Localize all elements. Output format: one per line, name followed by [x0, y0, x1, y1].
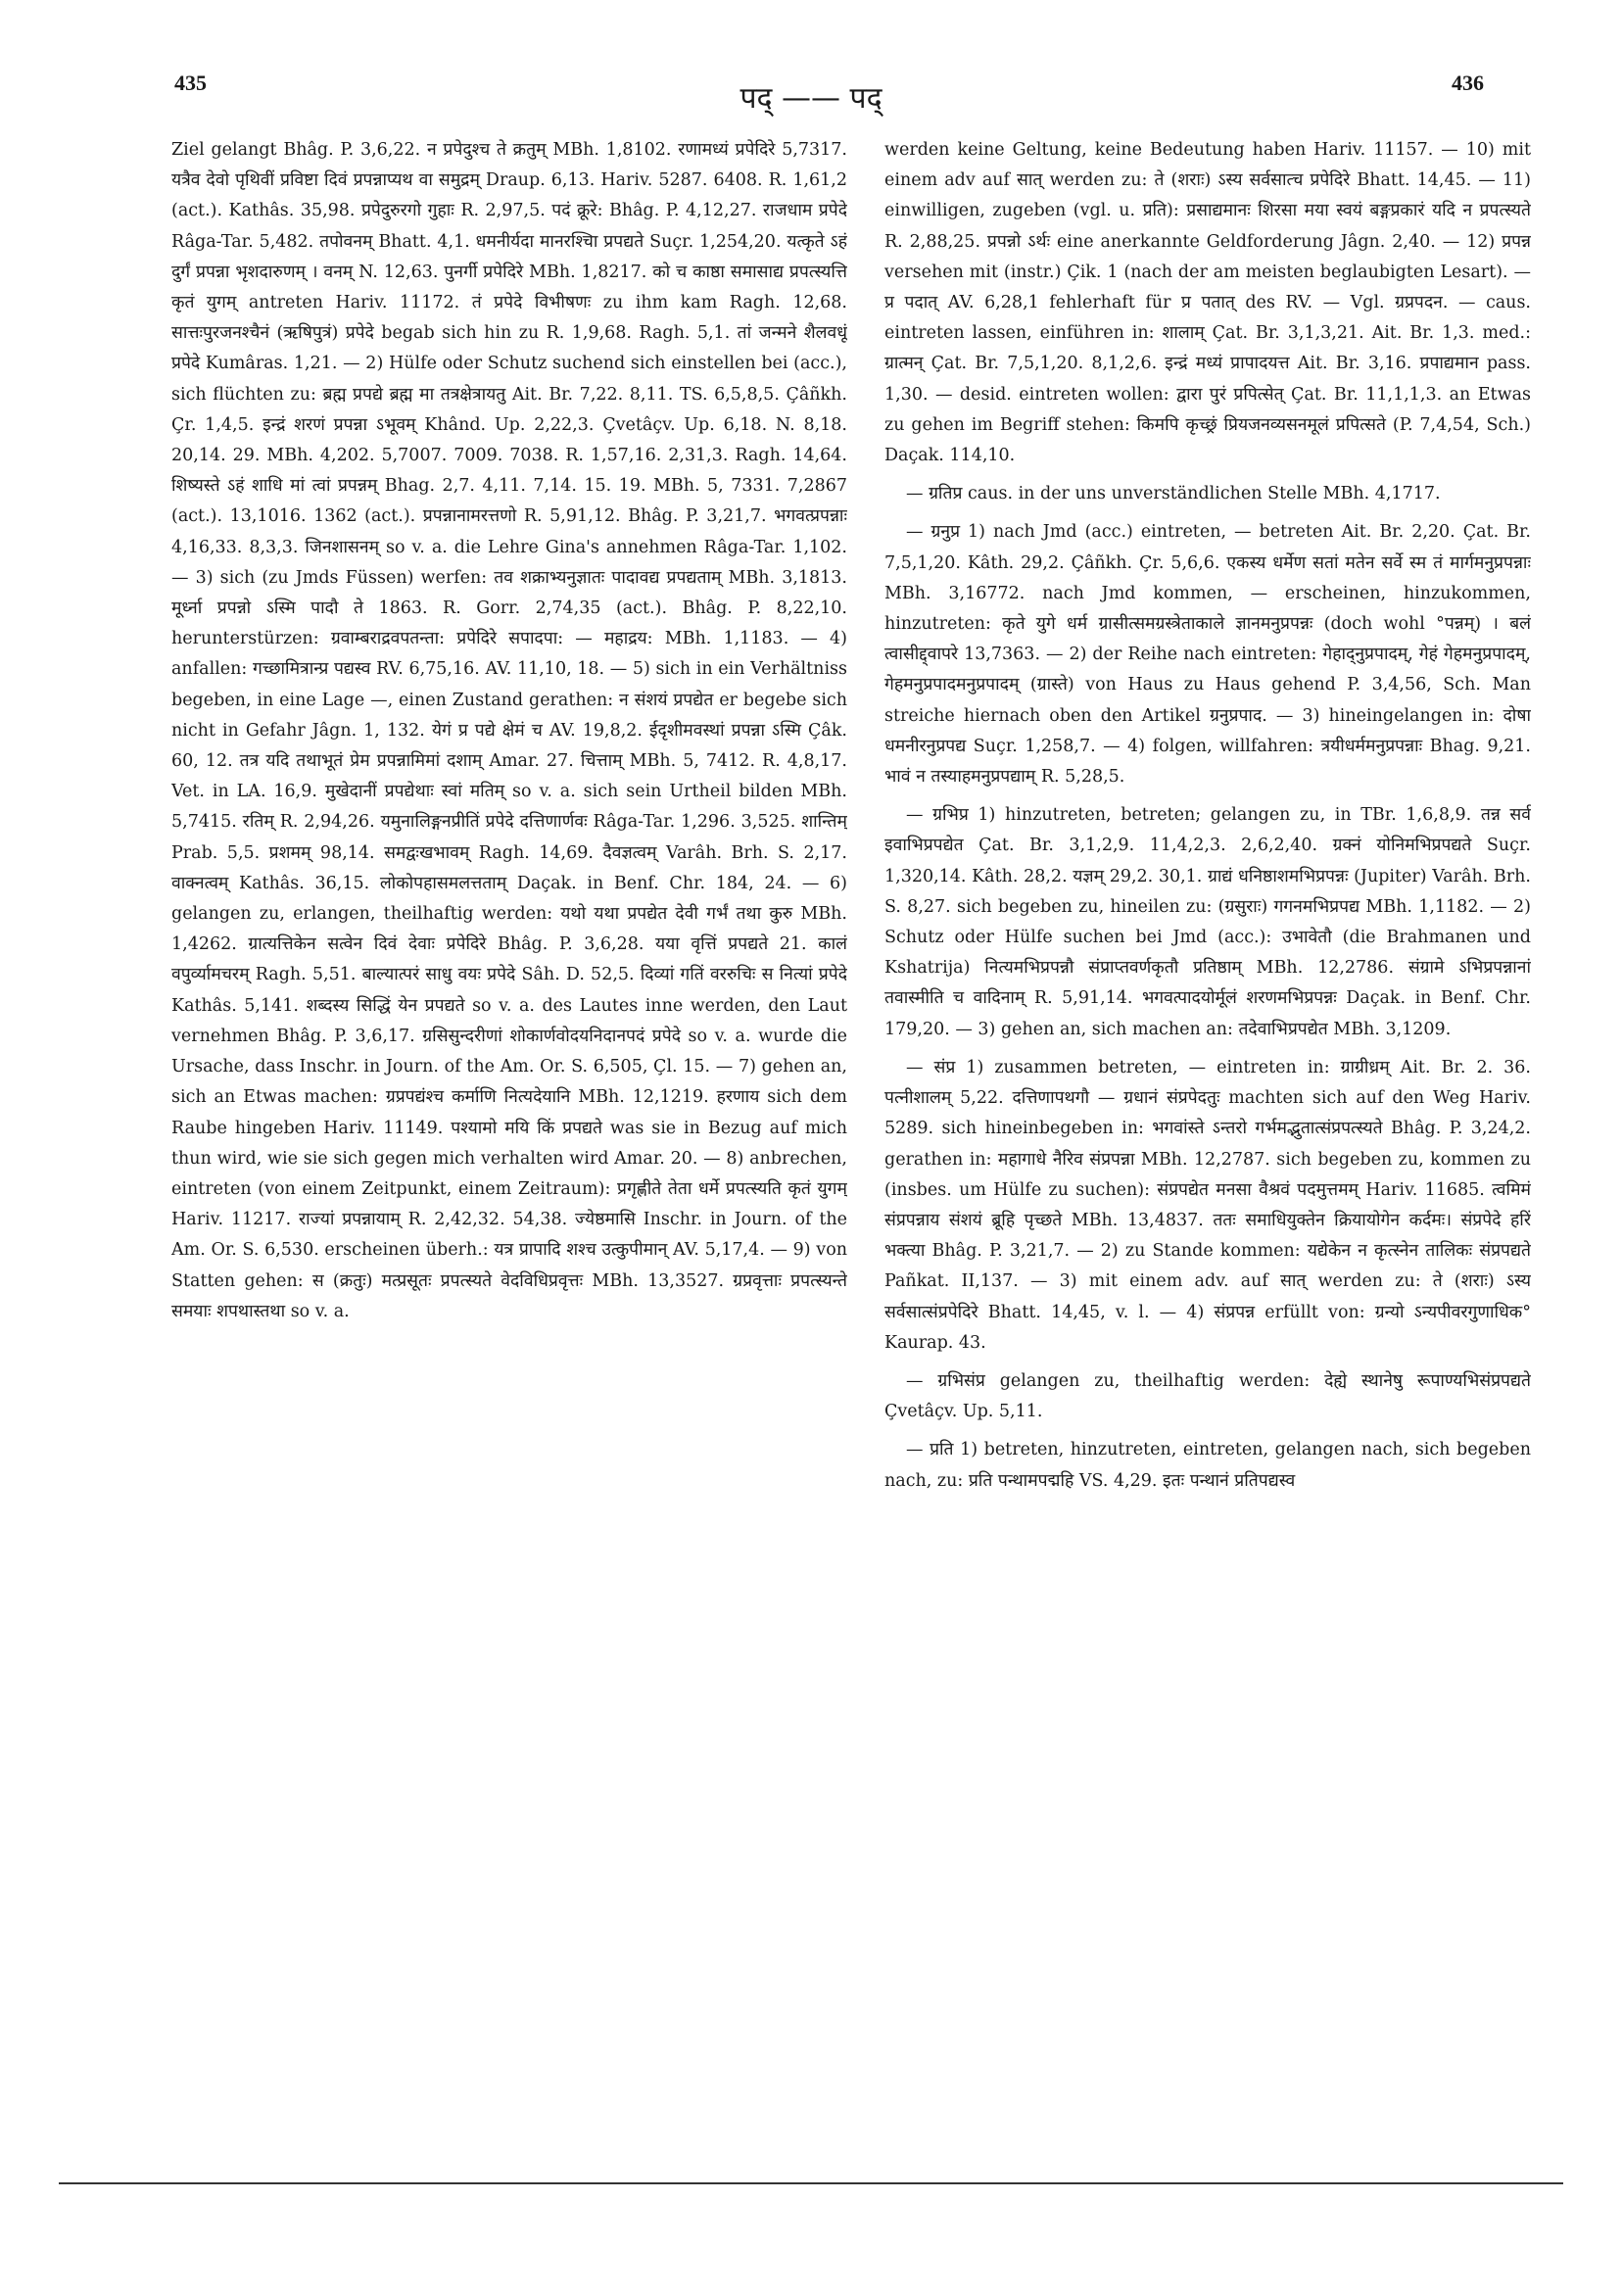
page-number-right: 436 [1452, 71, 1484, 95]
page-number-left: 435 [174, 71, 207, 95]
bottom-rule [59, 2182, 1563, 2184]
entry-sampra: — संप्र 1) zusammen betreten, — eintreten in: ग्राग्रीध्रम् Ait. Br. 2. 36. पत्नीशालम् 5,22. दत्तिणापथगौ — ग्रधानं संप्रपेदतुः machten sich auf den Weg Hariv. 5289. sich hineinbegeben in: भगवांस्ते ऽन्तरो गर्भमद्भुतात्संप्रपत्स्यते Bhâg. P. 3,24,2. gerathen in: महागाधे नैरिव संप्रपन्ना MBh. 12,2787. sich begeben zu, kommen zu (insbes. um Hülfe zu suchen): संप्रपद्येत मनसा वैश्रवं पदमुत्तमम् Hariv. 11685. त्वमिमं संप्रपन्नाय संशयं ब्रूहि पृच्छते MBh. 13,4837. ततः समाधियुक्तेन क्रियायोगेन कर्दमः। संप्रपेदे हरिं भक्त्या Bhâg. P. 3,21,7. — 2) zu Stande kommen: यद्येकेन न कृत्स्नेन तालिकः संप्रपद्यते Pañkat. II,137. — 3) mit einem adv. auf सात् werden zu: ते (शराः) ऽस्य सर्वसात्संप्रपेदिरे Bhatt. 14,45, v. l. — 4) संप्रपन्न erfüllt von: ग्रन्यो ऽन्यपीवरगुणाधिक° Kaurap. 43. [884, 1057, 1531, 1353]
entry-abhisampra: — ग्रभिसंप्र gelangen zu, theilhaftig werden: देह्ये स्थानेषु रूपाण्यभिसंप्रपद्यते Çvetâçv. Up. 5,11. [884, 1370, 1531, 1422]
right-paragraph: werden keine Geltung, keine Bedeutung haben Hariv. 11157. — 10) mit einem adv auf सात् werden zu: ते (शराः) ऽस्य सर्वसात्च प्रपेदिरे Bhatt. 14,45. — 11) einwilligen, zugeben (vgl. u. प्रति): प्रसाद्यमानः शिरसा मया स्वयं बङ्गप्रकारं यदि न प्रपत्स्यते R. 2,88,25. प्रपन्नो ऽर्थः eine anerkannte Geldforderung Jâgn. 2,40. — 12) प्रपन्न versehen mit (instr.) Çik. 1 (nach der am meisten beglaubigten Lesart). — प्र पदात् AV. 6,28,1 fehlerhaft für प्र पतात् des RV. — Vgl. ग्रप्रपदन. — caus. eintreten lassen, einführen in: शालाम् Çat. Br. 3,1,3,21. Ait. Br. 1,3. med.: ग्रात्मन् Çat. Br. 7,5,1,20. 8,1,2,6. इन्द्रं मध्यं प्रापादयत्त Ait. Br. 3,16. प्रपाद्यमान pass. 1,30. — desid. eintreten wollen: द्वारा पुरं प्रपित्सेत् Çat. Br. 11,1,1,3. an Etwas zu gehen im Begriff stehen: किमपि कृच्छ्रं प्रियजनव्यसनमूलं प्रपित्सते (P. 7,4,54, Sch.) Daçak. 114,10. [884, 140, 1531, 466]
entry-abhipra: — ग्रभिप्र 1) hinzutreten, betreten; gelangen zu, in TBr. 1,6,8,9. तन्न सर्व इवाभिप्रपद्येत Çat. Br. 3,1,2,9. 11,4,2,3. 2,6,2,40. ग्रक्नं योनिमभिप्रपद्यते Suçr. 1,320,14. Kâth. 28,2. यज्ञम् 29,2. 30,1. ग्राद्यं धनिष्ठाशमभिप्रपन्नः (Jupiter) Varâh. Brh. S. 8,27. sich begeben zu, hineilen zu: (ग्रसुराः) गगनमभिप्रपद्य MBh. 1,1182. — 2) Schutz oder Hülfe suchen bei Jmd (acc.): उभावेतौ (die Brahmanen und Kshatrija) नित्यमभिप्रपन्नौ संप्राप्तवर्णकृतौ प्रतिष्ठाम् MBh. 12,2786. संग्रामे ऽभिप्रपन्नानां तवास्मीति च वादिनाम् R. 5,91,14. भगवत्पादयोर्मूलं शरणमभिप्रपन्नः Daçak. in Benf. Chr. 179,20. — 3) gehen an, sich machen an: तदेवाभिप्रपद्येत MBh. 3,1209. [884, 805, 1531, 1039]
entry-anupra: — ग्रनुप्र 1) nach Jmd (acc.) eintreten, — betreten Ait. Br. 2,20. Çat. Br. 7,5,1,20. Kâth. 29,2. Çâñkh. Çr. 5,6,6. एकस्य धर्मेण सतां मतेन सर्वे स्म तं मार्गमनुप्रपन्नाः MBh. 3,16772. nach Jmd kommen, — erscheinen, hinzukommen, hinzutreten: कृते युगे धर्म ग्रासीत्समग्रस्त्रेताकाले ज्ञानमनुप्रपन्नः (doch wohl °पन्नम्) । बलं त्वासीद्द्वापरे 13,7363. — 2) der Reihe nach eintreten: गेहाद्नुप्रपादम्, गेहं गेहमनुप्रपादम्, गेहमनुप्रपादमनुप्रपादम् (ग्रास्ते) von Haus zu Haus gehend P. 3,4,56, Sch. Man streiche hiernach oben den Artikel ग्रनुप्रपाद. — 3) hineingelangen in: दोषा धमनीरनुप्रपद्य Suçr. 1,258,7. — 4) folgen, willfahren: त्रयीधर्ममनुप्रपन्नाः Bhag. 9,21. भावं न तस्याहमनुप्रपद्याम् R. 5,28,5. [884, 522, 1531, 788]
right-column [884, 135, 1531, 2192]
running-head: पद् —— पद् [739, 81, 883, 116]
entry-prati: — प्रति 1) betreten, hinzutreten, eintreten, gelangen nach, sich begeben nach, zu: प्रति पन्थामपद्महि VS. 4,29. इतः पन्थानं प्रतिपद्यस्व [884, 1440, 1531, 1491]
entry-atipra: — ग्रतिप्र caus. in der uns unverständlichen Stelle MBh. 4,1717. [906, 484, 1441, 504]
left-column [171, 135, 847, 2192]
left-paragraph: Ziel gelangt Bhâg. P. 3,6,22. न प्रपेदुश्च ते क्रतुम् MBh. 1,8102. रणामध्यं प्रपेदिरे 5,7317. यत्रैव देवो पृथिवीं प्रविष्टा दिवं प्रपन्नाप्यथ वा समुद्रम् Draup. 6,13. Hariv. 5287. 6408. R. 1,61,2 (act.). Kathâs. 35,98. प्रपेदुरुरगो गुहाः R. 2,97,5. पदं क्रूरे: Bhâg. P. 4,12,27. राजधाम प्रपेदे Râga-Tar. 5,482. तपोवनम् Bhatt. 4,1. धमनीर्यदा मानरश्चिा प्रपद्यते Suçr. 1,254,20. यत्कृते ऽहं दुर्गं प्रपन्ना भृशदारुणम् । वनम् N. 12,63. पुनर्गी प्रपेदिरे MBh. 1,8217. को च काष्ठा समासाद्य प्रपत्स्यत्ति कृतं युगम् antreten Hariv. 11172. तं प्रपेदे विभीषणः zu ihm kam Ragh. 12,68. सात्तःपुरजनश्चैनं (ऋषिपुत्रं) प्रपेदे begab sich hin zu R. 1,9,68. Ragh. 5,1. तां जन्मने शैलवधूं प्रपेदे Kumâras. 1,21. — 2) Hülfe oder Schutz suchend sich einstellen bei (acc.), sich flüchten zu: ब्रह्म प्रपद्ये ब्रह्म मा तत्रक्षेत्रायतु Ait. Br. 7,22. 8,11. TS. 6,5,8,5. Çâñkh. Çr. 1,4,5. इन्द्रं शरणं प्रपन्ना ऽभूवम् Khând. Up. 2,22,3. Çvetâçv. Up. 6,18. N. 8,18. 20,14. 29. MBh. 4,202. 5,7007. 7009. 7038. R. 1,57,16. 2,31,3. Ragh. 14,64. शिष्यस्ते ऽहं शाधि मां त्वां प्रपन्नम् Bhag. 2,7. 4,11. 7,14. 15. 19. MBh. 5, 7331. 7,2867 (act.). 13,1016. 1362 (act.). प्रपन्नानामरत्तणो R. 5,91,12. Bhâg. P. 3,21,7. भगवत्प्रपन्नाः 4,16,33. 8,3,3. जिनशासनम् so v. a. die Lehre Gina's annehmen Râga-Tar. 1,102. — 3) sich (zu Jmds Füssen) werfen: तव शक्राभ्यनुज्ञातः पादावद्य प्रपद्यताम् MBh. 3,1813. मूर्ध्ना प्रपन्नो ऽस्मि पादौ ते 1863. R. Gorr. 2,74,35 (act.). Bhâg. P. 8,22,10. herunterstürzen: ग्रवाम्बराद्रवपतन्ता: प्रपेदिरे सपादपा: — महाद्रय: MBh. 1,1183. — 4) anfallen: गच्छामित्रान्प्र पद्यस्व RV. 6,75,16. AV. 11,10, 18. — 5) sich in ein Verhältniss begeben, in eine Lage —, einen Zustand gerathen: न संशयं प्रपद्येत er begebe sich nicht in Gefahr Jâgn. 1, 132. येगं प्र पद्ये क्षेमं च AV. 19,8,2. ईदृशीमवस्थां प्रपन्ना ऽस्मि Çâk. 60, 12. तत्र यदि तथाभूतं प्रेम प्रपन्नामिमां दशाम् Amar. 27. चित्ताम् MBh. 5, 7412. R. 4,8,17. Vet. in LA. 16,9. मुखेदानीं प्रपद्येथाः स्वां मतिम् so v. a. sich sein Urtheil bilden MBh. 5,7415. रतिम् R. 2,94,26. यमुनालिङ्गनप्रीतिं प्रपेदे दत्तिणार्णवः Râga-Tar. 1,296. 3,525. शान्तिम् Prab. 5,5. प्रशमम् 98,14. समद्वःखभावम् Ragh. 14,69. दैवज्ञत्वम् Varâh. Brh. S. 2,17. वाक्नत्वम् Kathâs. 36,15. लोकोपहासमलत्तताम् Daçak. in Benf. Chr. 184, 24. — 6) gelangen zu, erlangen, theilhaftig werden: यथो यथा प्रपद्येत देवी गर्भं तथा कुरु MBh. 1,4262. ग्रात्यत्तिकेन सत्वेन दिवं देवाः प्रपेदिरे Bhâg. P. 3,6,28. यया वृत्तिं प्रपद्यते 21. कालं वपुर्व्यामचरम् Ragh. 5,51. बाल्यात्परं साधु वयः प्रपेदे Sâh. D. 52,5. दिव्यां गतिं वररुचिः स नित्यां प्रपेदे Kathâs. 5,141. शब्दस्य सिद्धिं येन प्रपद्यते so v. a. des Lautes inne werden, den Laut vernehmen Bhâg. P. 3,6,17. ग्रसिसुन्दरीणां शोकार्णवोदयनिदानपदं प्रपेदे so v. a. wurde die Ursache, dass Inschr. in Journ. of the Am. Or. S. 6,505, Çl. 15. — 7) gehen an, sich an Etwas machen: ग्रप्रपद्यंश्च कर्माणि नित्यदेयानि MBh. 12,1219. हरणाय sich dem Raube hingeben Hariv. 11149. पश्यामो मयि किं प्रपद्यते was sie in Bezug auf mich thun wird, wie sie sich gegen mich verhalten wird Amar. 20. — 8) anbrechen, eintreten (von einem Zeitpunkt, einem Zeitraum): प्रगृह्णीते तेता धर्मे प्रपत्स्यति कृतं युगम् Hariv. 11217. राज्यां प्रपन्नायाम् R. 2,42,32. 54,38. ज्येष्ठमासि Inschr. in Journ. of the Am. Or. S. 6,530. erscheinen überh.: यत्र प्रापादि शश्च उत्कुपीमान् AV. 5,17,4. — 9) von Statten gehen: स (क्रतुः) मत्प्रसूतः प्रपत्स्यते वेदविधिप्रवृत्तः MBh. 13,3527. ग्रप्रवृत्ताः प्रपत्स्यन्ते समयाः शपथास्तथा so v. a. [171, 140, 847, 1321]
